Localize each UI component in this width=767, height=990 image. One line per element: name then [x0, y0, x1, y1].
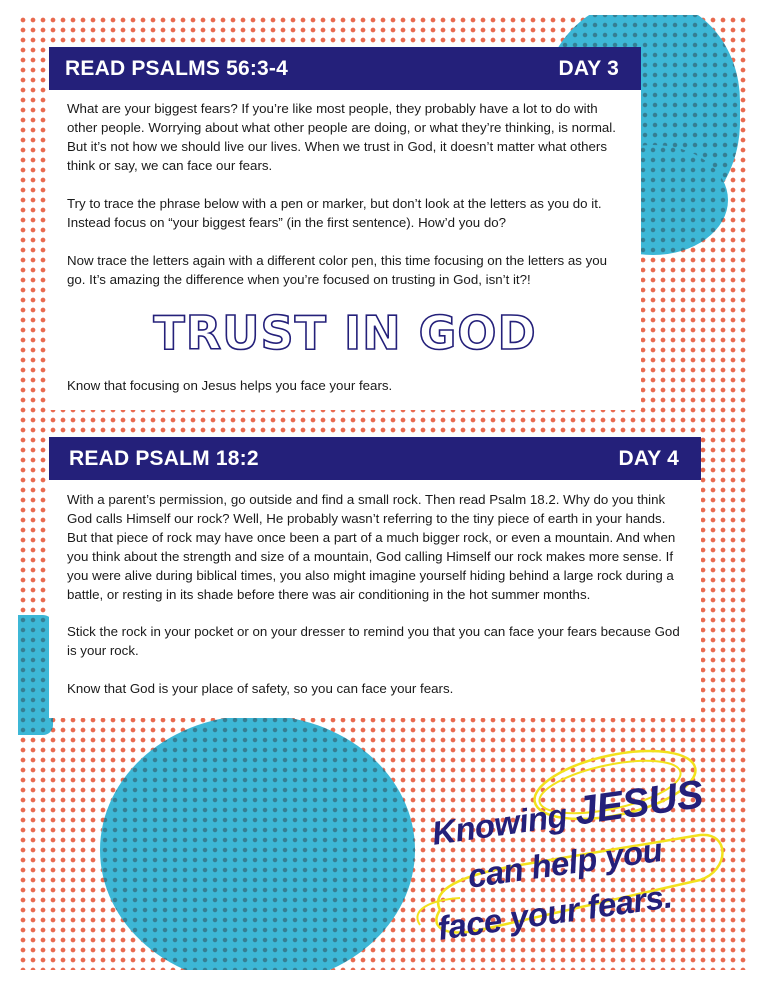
trace-phrase: TRUST IN GOD — [153, 306, 537, 360]
slogan-line-3: face your fears. — [435, 877, 675, 947]
day3-header — [49, 47, 641, 90]
day3-label: DAY 3 — [558, 56, 619, 80]
day4-paragraph-1: With a parent’s permission, go outside and find a small rock. Then read Psalm 18.2. Why do you think God calls Himself our rock? Well, He probably wasn’t referring to the tiny piece of earth in your hands. But that piece of rock may have once been a part of a much bigger rock, or even a mountain. And when you think about the strength and size of a mountain, God calling Himself our rock makes more sense. If you were alive during biblical times, you also might imagine yourself hiding behind a large rock during a battle, or resting in its shade before there was air conditioning in the hot summer months. — [67, 492, 676, 602]
day4-paragraph-2: Stick the rock in your pocket or on your dresser to remind you that you can face your fears because God is your rock. — [67, 624, 680, 658]
day4-label: DAY 4 — [618, 447, 679, 470]
slogan-line-2: can help you — [465, 830, 665, 895]
slogan-word-knowing: Knowing — [429, 796, 570, 852]
day4-paragraph-3: Know that God is your place of safety, so you can face your fears. — [67, 681, 454, 696]
day3-closing: Know that focusing on Jesus helps you face your fears. — [67, 378, 393, 393]
blue-blob-bottom — [100, 715, 415, 970]
slogan-graphic — [400, 740, 740, 970]
day4-title: READ PSALM 18:2 — [69, 447, 259, 470]
day3-title: READ PSALMS 56:3-4 — [65, 56, 288, 80]
blue-blob-left — [18, 615, 53, 735]
day3-paragraph-2: Try to trace the phrase below with a pen or marker, but don’t look at the letters as you do it. Instead focus on “your biggest fears” (in the first sentence). How’d you do? — [67, 196, 602, 230]
slogan-word-jesus: JESUS — [571, 772, 706, 834]
day4-header — [49, 437, 701, 481]
day3-paragraph-3: Now trace the letters again with a different color pen, this time focusing on the letters as you go. It’s amazing the difference when you’re focused on trusting in God, isn’t it?! — [67, 253, 608, 287]
day3-paragraph-1: What are your biggest fears? If you’re like most people, they probably have a lot to do with other people. Worrying about what other people are doing, or what they’re thinking, is normal. But it’s not how we should live our lives. When we trust in God, it doesn’t matter what others think or say, we can face our fears. — [67, 101, 616, 173]
